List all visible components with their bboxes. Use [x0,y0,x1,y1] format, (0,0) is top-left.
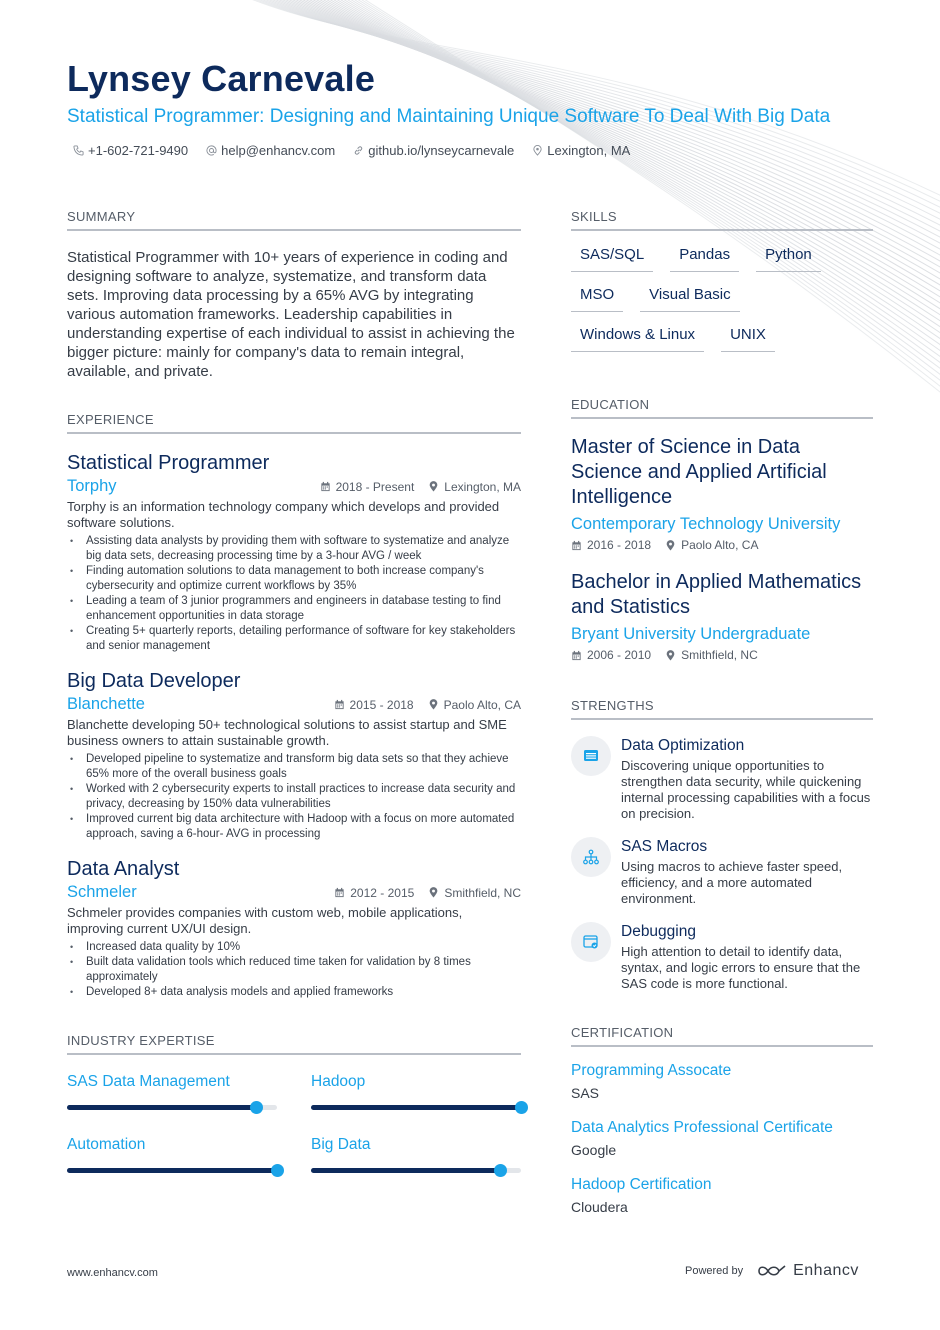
job-bullets [67,940,521,1000]
company-description: Blanchette developing 50+ technological solutions to assist startup and SME business owners to attain sustainable growth. [67,717,507,748]
education-location [665,538,758,552]
expertise-item [67,1072,277,1135]
summary-heading: SUMMARY [67,209,521,231]
job-bullet: • Developed 8+ data analysis models and applied frameworks [67,985,521,1000]
education-heading: EDUCATION [571,397,873,419]
location-icon [532,145,543,156]
education-meta [571,648,873,662]
expertise-item [67,1135,277,1198]
expertise-grid [67,1072,521,1198]
calendar-icon [571,650,582,661]
expertise-label: Big Data [311,1136,371,1153]
candidate-title: Statistical Programmer: Designing and Maintaining Unique Software To Deal With Big Data [67,106,831,127]
contact-bar [73,143,867,158]
company-description: Torphy is an information technology company which develops and provided software solutions. [67,499,500,530]
calendar-icon [334,887,345,898]
experience-heading: EXPERIENCE [67,412,521,434]
strength-name: Data Optimization [621,737,745,754]
summary-section [67,209,521,381]
expertise-bar-knob [515,1101,528,1114]
location-icon [428,481,439,492]
expertise-item [311,1135,521,1198]
skills-list [571,245,873,352]
job-info-row [67,477,521,496]
expertise-bar-fill [311,1105,521,1110]
job-bullet: • Built data validation tools which reduced time taken for validation by 8 times approximately [67,955,521,985]
location-icon [428,887,439,898]
expertise-section [67,1033,521,1198]
certification-issuer: SAS [571,1085,600,1101]
contact-phone[interactable] [73,143,188,158]
education-entry [571,435,873,552]
expertise-item [311,1072,521,1135]
job-info-row [67,695,521,714]
education-dates [571,648,651,662]
job-meta [334,698,521,712]
certification-issuer: Google [571,1142,617,1158]
phone-icon [73,145,84,156]
strength-description: Discovering unique opportunities to strengthen data security, while quickening internal processing capabilities with a focus on precision. [621,758,871,821]
contact-email-text: help@enhancv.com [221,143,336,158]
job-location-text: Paolo Alto, CA [443,697,521,712]
school-name: Bryant University Undergraduate [571,625,811,643]
expertise-bar-knob [271,1164,284,1177]
certification-entry [571,1118,873,1159]
job-meta [320,480,521,494]
strength-name: Debugging [621,923,696,940]
calendar-icon [320,481,331,492]
education-dates [571,538,651,552]
expertise-bar-track [311,1105,521,1110]
company-description: Schmeler provides companies with custom web, mobile applications, improving current UX/UI design. [67,905,463,936]
job-dates [334,886,414,900]
certification-entry [571,1061,873,1102]
education-dates-text: 2016 - 2018 [587,538,652,552]
certification-heading: CERTIFICATION [571,1025,873,1047]
company-name: Torphy [67,477,117,495]
job-info-row [67,883,521,902]
skill-tag: SAS/SQL [571,245,653,272]
job-bullets [67,752,521,842]
expertise-bar-track [67,1105,277,1110]
contact-phone-text: +1-602-721-9490 [88,143,189,158]
job-dates-text: 2015 - 2018 [349,697,414,712]
calendar-icon [571,540,582,551]
job-location [428,480,521,494]
calendar-icon [334,699,345,710]
location-icon [665,540,676,551]
location-icon [428,699,439,710]
education-location-text: Paolo Alto, CA [681,538,759,552]
contact-link-text: github.io/lynseycarnevale [368,143,515,158]
certification-entry [571,1175,873,1216]
expertise-bar-track [311,1168,521,1173]
job-bullet: • Increased data quality by 10% [67,940,521,955]
strength-entry [571,736,873,822]
school-name: Contemporary Technology University [571,515,841,533]
job-bullets [67,534,521,654]
expertise-bar-knob [250,1101,263,1114]
job-location-text: Smithfield, NC [444,885,521,900]
job-dates-text: 2018 - Present [335,479,415,494]
strength-body [621,736,873,822]
job-bullet: • Worked with 2 cybersecurity experts to install practices to increase data security and privacy, decreasing by 150% data vulnerabilities [67,782,521,812]
expertise-heading: INDUSTRY EXPERTISE [67,1033,521,1055]
at-icon [206,145,217,156]
skills-heading: SKILLS [571,209,873,231]
strength-body [621,922,873,992]
contact-email[interactable] [206,143,335,158]
strengths-heading: STRENGTHS [571,698,873,720]
job-bullet: • Improved current big data architecture with Hadoop with a focus on more automated approach, saving a 6-hour- AVG in processing [67,812,521,842]
bug-screen-icon [571,922,611,962]
brand-logo[interactable] [757,1262,859,1280]
education-entry [571,570,873,662]
skill-tag: Visual Basic [640,285,739,312]
expertise-bar-fill [67,1105,256,1110]
skill-tag: Windows & Linux [571,325,704,352]
experience-section [67,412,521,1000]
summary-text: Statistical Programmer with 10+ years of experience in coding and designing software to analyze, systematize, and transform data sets. Improving data processing by a 65% AVG by integrating various automation frameworks. Leadership capabilities in understanding expertise of each individual to assist in achieving the bigger picture: mainly for company's data to remain integral, available, and private. [67,249,515,380]
job-bullet: • Leading a team of 3 junior programmers and engineers in database testing to find enhancement opportunities in data storage [67,594,521,624]
job-meta [334,886,521,900]
company-name: Blanchette [67,695,145,713]
expertise-bar-fill [311,1168,500,1173]
certification-name: Programming Assocate [571,1062,732,1079]
expertise-label: SAS Data Management [67,1073,230,1090]
strength-body [621,837,873,907]
left-column [67,209,521,1198]
contact-link[interactable] [353,143,514,158]
expertise-bar-knob [494,1164,507,1177]
experience-entry [67,856,521,1000]
education-meta [571,538,873,552]
experience-entry [67,450,521,654]
expertise-bar-fill [67,1168,277,1173]
expertise-label: Hadoop [311,1073,366,1090]
strength-name: SAS Macros [621,838,708,855]
job-bullet: • Developed pipeline to systematize and transform big data sets so that they achieve 65% more of the overall business goals [67,752,521,782]
job-bullet: • Assisting data analysts by providing them with software to systematize and analyze big data sets, decreasing processing time by a 3-hour AVG / week [67,534,521,564]
certification-name: Data Analytics Professional Certificate [571,1119,833,1136]
location-icon [665,650,676,661]
skill-tag: Pandas [670,245,739,272]
link-icon [353,145,364,156]
strength-description: High attention to detail to identify data, syntax, and logic errors to ensure that the SAS code is more functional. [621,944,861,991]
skill-tag: Python [756,245,821,272]
degree-title: Master of Science in Data Science and Applied Artificial Intelligence [571,436,827,508]
certification-issuer: Cloudera [571,1199,628,1215]
certification-section [571,1025,873,1216]
certification-name: Hadoop Certification [571,1176,712,1193]
education-location [665,648,758,662]
contact-location-text: Lexington, MA [547,143,631,158]
company-name: Schmeler [67,883,137,901]
job-title: Big Data Developer [67,670,241,692]
brand-name: Enhancv [793,1262,859,1279]
job-title: Data Analyst [67,858,180,880]
job-dates [334,698,414,712]
right-column [571,209,873,1216]
enhancv-logo-icon [757,1263,787,1279]
experience-entry [67,668,521,842]
expertise-label: Automation [67,1136,146,1153]
screen-icon [571,736,611,776]
strength-entry [571,922,873,992]
job-title: Statistical Programmer [67,452,270,474]
network-icon [571,837,611,877]
education-section [571,397,873,662]
degree-title: Bachelor in Applied Mathematics and Statistics [571,571,862,618]
skill-tag: MSO [571,285,623,312]
footer-website[interactable]: www.enhancv.com [67,1267,158,1279]
strength-entry [571,837,873,907]
job-bullet: • Finding automation solutions to data management to both increase company's cybersecurity and optimize current workflows by 35% [67,564,521,594]
skill-tag: UNIX [721,325,775,352]
strengths-section [571,698,873,992]
education-dates-text: 2006 - 2010 [587,648,652,662]
job-location-text: Lexington, MA [444,479,521,494]
job-location [428,698,521,712]
contact-location [532,143,630,158]
job-location [428,886,521,900]
education-location-text: Smithfield, NC [681,648,758,662]
job-dates [320,480,415,494]
strength-description: Using macros to achieve faster speed, efficiency, and a more automated environment. [621,859,843,906]
job-dates-text: 2012 - 2015 [350,885,415,900]
resume-header [67,58,867,158]
footer-branding [685,1262,859,1280]
skills-section [571,209,873,352]
powered-by-label: Powered by [685,1265,744,1277]
expertise-bar-track [67,1168,277,1173]
job-bullet: • Creating 5+ quarterly reports, detailing performance of software for key stakeholders and senior management [67,624,521,654]
candidate-name: Lynsey Carnevale [67,58,376,99]
